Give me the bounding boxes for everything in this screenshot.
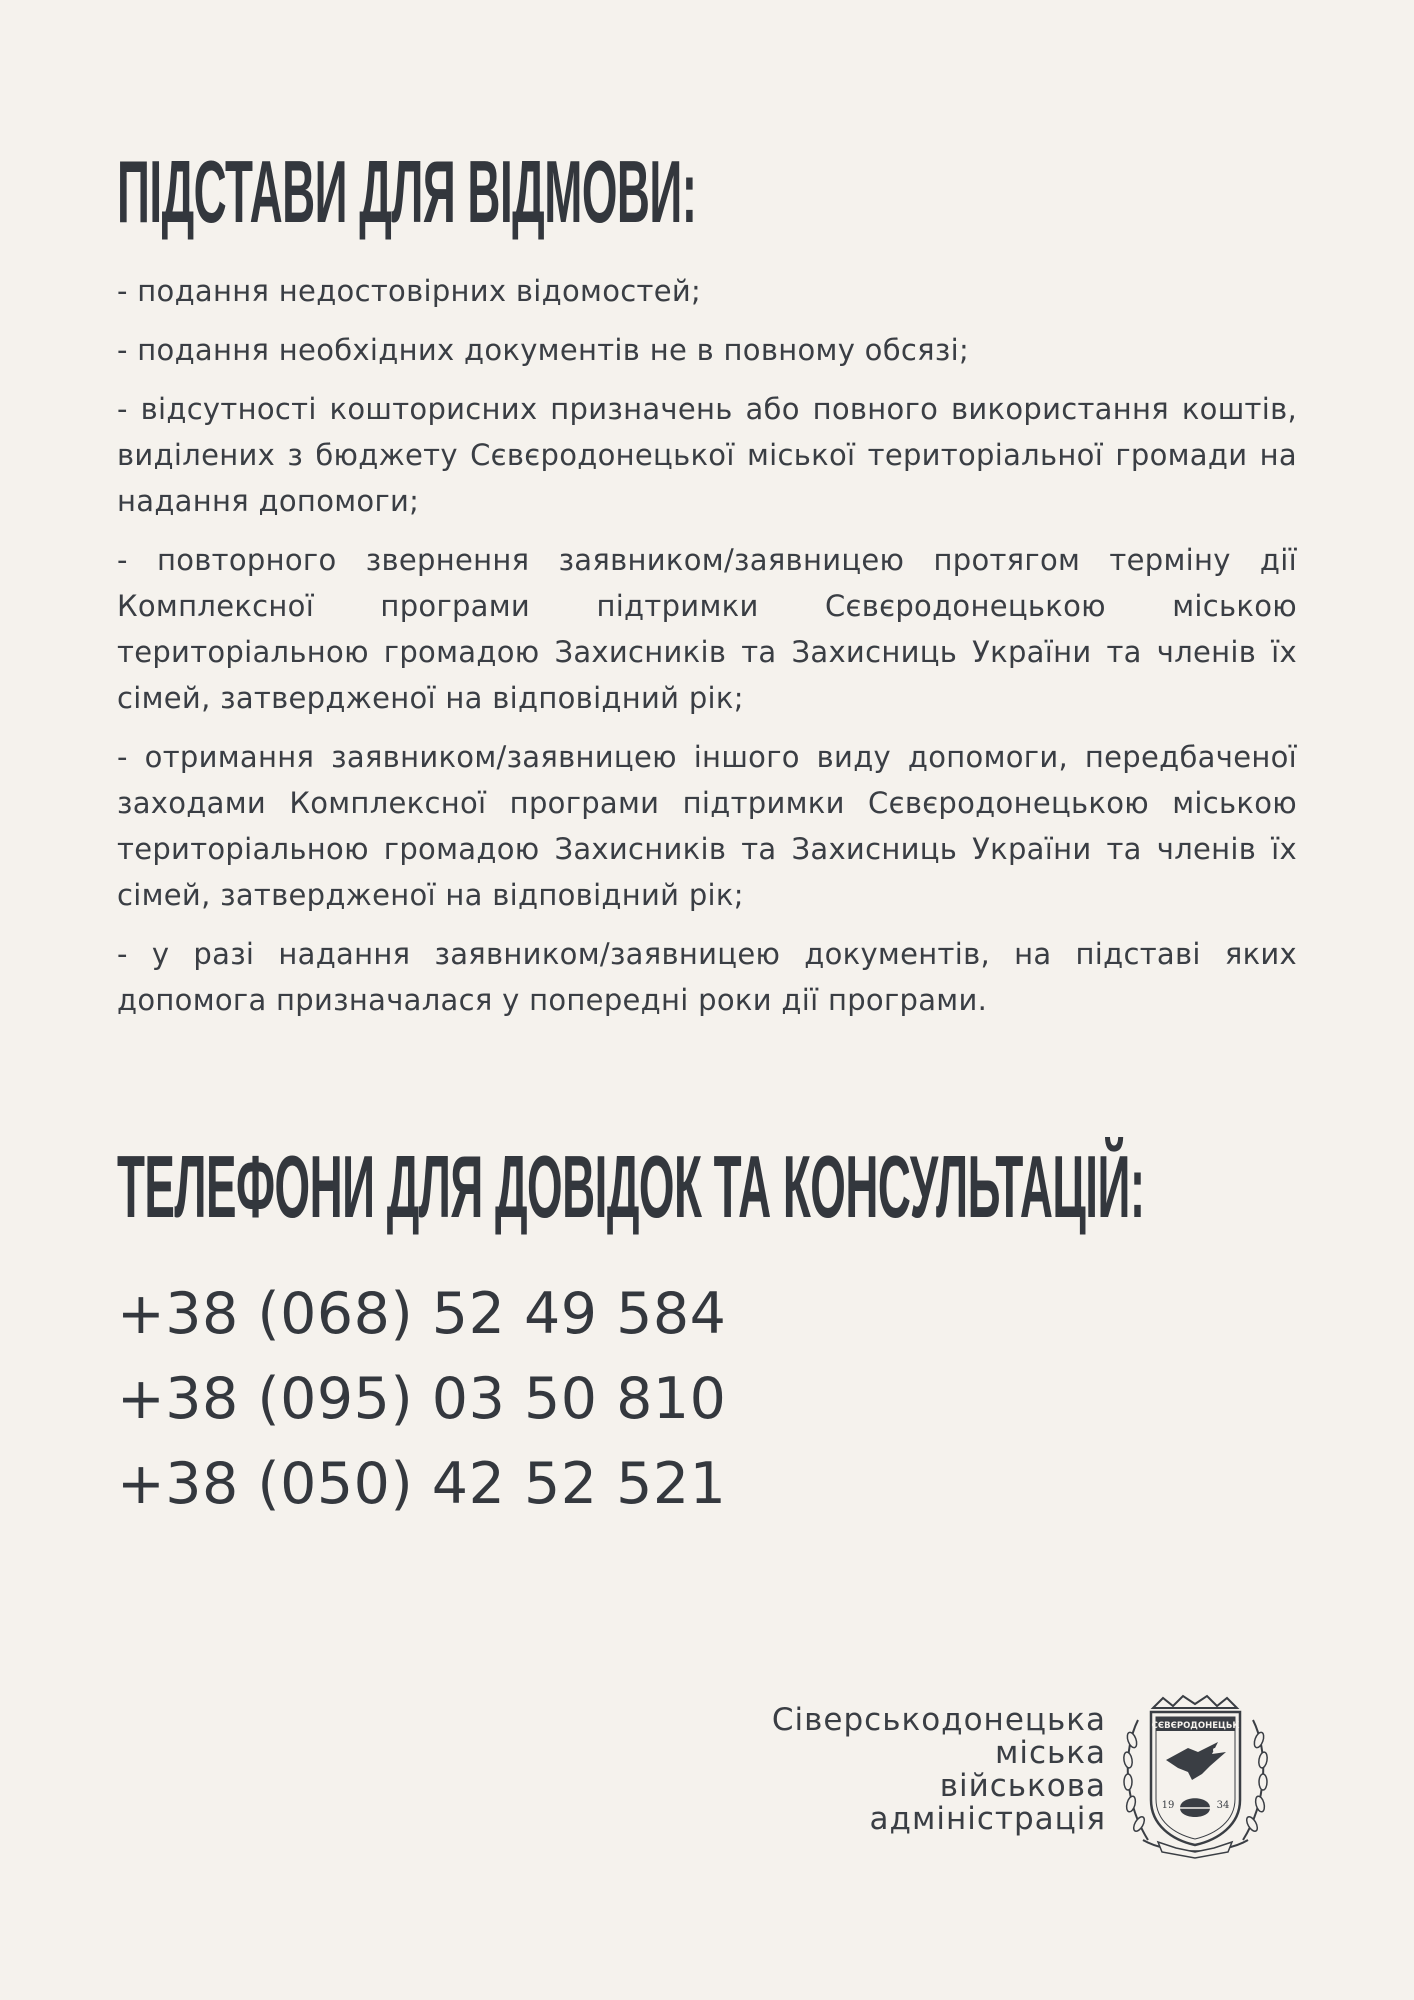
svg-text:34: 34 xyxy=(1216,1800,1230,1811)
svg-text:СЄВЄРОДОНЕЦЬК: СЄВЄРОДОНЕЦЬК xyxy=(1151,1721,1240,1731)
reasons-list xyxy=(117,268,1297,1036)
phone-number[interactable]: +38 (068) 52 49 584 xyxy=(117,1281,727,1347)
reason-item: - повторного звернення заявником/заявницею протягом терміну дії Комплексної програми підтримки Сєвєродонецькою міською територіальною громадою Захисників та Захисниць України та членів їх сімей, затвердженої на відповідний рік; xyxy=(117,543,1297,715)
phone-number[interactable]: +38 (050) 42 52 521 xyxy=(117,1451,727,1517)
reason-item: - подання необхідних документів не в повному обсязі; xyxy=(117,333,970,367)
reason-item: - у разі надання заявником/заявницею документів, на підставі яких допомога призначалася у попередні роки дії програми. xyxy=(117,937,1297,1017)
reason-item: - відсутності кошторисних призначень або повного використання коштів, виділених з бюджету Сєвєродонецької міської територіальної громади на надання допомоги; xyxy=(117,392,1297,518)
phone-list xyxy=(117,1272,726,1527)
organization-name xyxy=(772,1704,1106,1836)
reason-item: - отримання заявником/заявницею іншого виду допомоги, передбаченої заходами Комплексної програми підтримки Сєвєродонецькою міською територіальною громадою Захисників та Захисниць України та членів їх сімей, затвердженої на відповідний рік; xyxy=(117,740,1297,912)
phones-heading: ТЕЛЕФОНИ ДЛЯ ДОВІДОК ТА КОНСУЛЬТАЦІЙ: xyxy=(117,1137,1145,1236)
reason-item: - подання недостовірних відомостей; xyxy=(117,274,702,308)
coat-of-arms-icon xyxy=(1118,1690,1273,1860)
phone-number[interactable]: +38 (095) 03 50 810 xyxy=(117,1366,727,1432)
reasons-heading: ПІДСТАВИ ДЛЯ ВІДМОВИ: xyxy=(117,142,697,241)
svg-text:19: 19 xyxy=(1161,1800,1175,1811)
organization-name-line: Сіверськодонецька xyxy=(771,1702,1106,1738)
organization-name-line: військова xyxy=(939,1768,1106,1804)
organization-name-line: міська xyxy=(994,1735,1106,1771)
organization-name-line: адміністрація xyxy=(869,1801,1106,1837)
